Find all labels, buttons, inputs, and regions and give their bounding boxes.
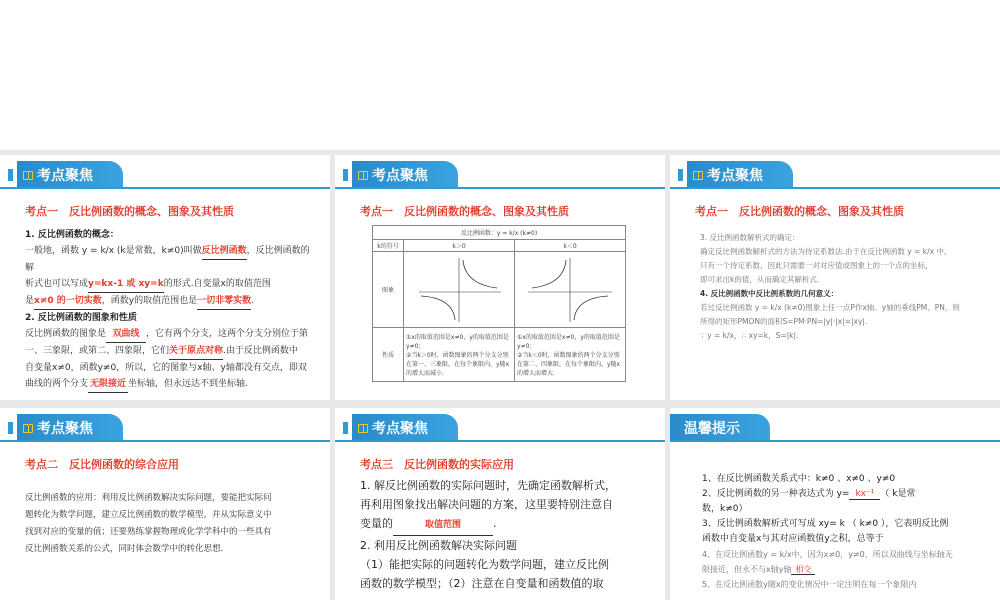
text: ①x的取值范围是x≠0，y的取值范围是y≠0；	[517, 334, 620, 350]
slide-header	[335, 414, 458, 442]
table-header: k的符号	[373, 240, 404, 252]
text: ①x的取值范围是x≠0，y的取值范围是y≠0；	[406, 334, 509, 350]
text: 反比例函数的应用：利用反比例函数解决实际问题，要能把实际问	[25, 493, 272, 503]
slide-body	[25, 490, 315, 558]
slide-thumbnail-3[interactable]	[670, 155, 1000, 400]
text: 一般地，函数 y = k/x (k是常数，k≠0)叫做	[25, 246, 202, 256]
header-tab	[670, 414, 770, 442]
heading-4: 4. 反比例函数中反比例系数的几何意义：	[700, 289, 839, 298]
header-title: 考点聚焦	[707, 168, 763, 184]
table-title: 反比例函数：y = k/x (k≠0)	[373, 226, 626, 240]
book-icon	[23, 171, 33, 180]
text: 自变量x≠0，函数y≠0，所以，它的图象与x轴、y轴都没有交点，即双	[25, 363, 307, 373]
slide-header	[0, 414, 123, 442]
answer-blank: 相交	[791, 565, 815, 575]
header-title: 温馨提示	[684, 421, 740, 437]
text: 再利用图象找出解决问题的方案，这里要特别注意自	[360, 498, 613, 511]
heading-2: 2. 反比例函数的图象和性质	[25, 313, 137, 323]
slide-body	[360, 476, 655, 593]
book-icon	[23, 424, 33, 433]
header-tab	[352, 414, 458, 442]
header-tab	[687, 161, 793, 189]
header-underline	[0, 440, 330, 442]
text: 2. 利用反比例函数解决实际问题	[360, 539, 517, 552]
text: 坐标轴，但永远达不到坐标轴.	[128, 379, 248, 389]
text: 题转化为数学问题，建立反比例函数的数学模型，并从实际意义中	[25, 510, 272, 520]
properties-table	[372, 225, 626, 382]
table-header: k＞0	[404, 240, 515, 252]
graph-cell-k-negative	[515, 252, 626, 328]
slide-thumbnail-1[interactable]	[0, 155, 330, 400]
hyperbola-k-negative-graph	[520, 254, 620, 324]
text: 确定反比例函数解析式的方法为待定系数法.由于在反比例函数 y = k/x 中,	[700, 247, 947, 256]
row-label: 性质	[373, 328, 404, 382]
answer-blank: 关于原点对称	[169, 343, 223, 360]
text: 变量的	[360, 517, 393, 530]
slide-header	[670, 161, 793, 189]
kp-title: 考点一 反比例函数的概念、图象及其性质	[360, 205, 569, 218]
header-tab	[352, 161, 458, 189]
book-icon	[358, 424, 368, 433]
text: 数，k≠0）	[702, 504, 748, 514]
text: 若过反比例函数 y = k/x (k≠0)图象上任一点P作x轴、y轴的垂线PM、PN，则	[700, 303, 960, 312]
answer-blank: x≠0 的一切实数	[34, 293, 102, 310]
answer-blank: y=kx-1 或 xy=k	[88, 276, 164, 293]
text: 曲线的两个分支	[25, 379, 89, 389]
text: 限接近，但永不与x轴y轴	[702, 565, 792, 574]
header-underline	[670, 187, 1000, 189]
answer-blank: 双曲线	[106, 326, 146, 343]
text: 是	[25, 296, 35, 306]
book-icon	[358, 171, 368, 180]
text: 反比例函数的图象是	[25, 329, 107, 339]
text: 所得的矩形PMON的面积S=PM·PN=|y|·|x|=|xy|.	[700, 317, 868, 326]
header-accent-bar	[8, 422, 13, 434]
kp-title: 考点一 反比例函数的概念、图象及其性质	[695, 205, 904, 218]
kp-title: 考点二 反比例函数的综合应用	[25, 458, 179, 471]
text: ②当k＞0时，函数图象的两个分支分别在第一、三象限，在每个象限内，y随x的增大而减小.	[406, 352, 510, 377]
text: 只有一个待定系数，因此只需要一对对应值或图象上的一个点的坐标，	[700, 261, 933, 270]
text: ，它有两个分支，这两个分支分别位于第	[146, 329, 309, 339]
slide-thumbnail-5[interactable]	[335, 408, 665, 600]
text: ∵ y = k/x，∴ xy=k，S=|k|.	[700, 331, 799, 340]
text: 的形式.自变量x的取值范围	[163, 279, 271, 289]
graph-cell-k-positive	[404, 252, 515, 328]
header-tab	[17, 161, 123, 189]
text: 反比例函数关系的公式，同时体会数学中的转化思想.	[25, 544, 224, 554]
tip-4: 4、在反比例函数y = k/x中，因为x≠0，y≠0，所以双曲线与坐标轴无	[702, 550, 953, 559]
header-accent-bar	[678, 169, 683, 181]
header-accent-bar	[343, 169, 348, 181]
slide-header	[335, 161, 458, 189]
row-label: 图象	[373, 252, 404, 328]
text: .	[493, 517, 497, 530]
kp-title: 考点一 反比例函数的概念、图象及其性质	[25, 205, 234, 218]
text: ②当k＜0时，函数图象的两个分支分别在第二、四象限，在每个象限内，y随x的增大而增大.	[517, 352, 621, 377]
properties-cell	[404, 328, 515, 382]
slide-body	[700, 231, 990, 343]
text: （1）能把实际的问题转化为数学问题，建立反比例	[360, 558, 609, 571]
table-header: k＜0	[515, 240, 626, 252]
slide-header	[0, 161, 123, 189]
properties-cell	[515, 328, 626, 382]
answer-blank: 取值范围	[393, 516, 493, 536]
text: 1. 解反比例函数的实际问题时，先确定函数解析式，	[360, 479, 616, 492]
text: 析式也可以写成	[25, 279, 89, 289]
text: ，函数y的取值范围也是	[101, 296, 198, 306]
header-accent-bar	[8, 169, 13, 181]
top-blank-area	[0, 0, 1000, 150]
header-title: 考点聚焦	[372, 168, 428, 184]
text: 找到对应的变量的值；还要熟练掌握物理或化学学科中的一些具有	[25, 527, 272, 537]
header-title: 考点聚焦	[37, 421, 93, 437]
text: 函数中自变量x与其对应函数值y之积，总等于	[702, 534, 884, 544]
slide-thumbnail-6[interactable]	[670, 408, 1000, 600]
slide-thumbnail-4[interactable]	[0, 408, 330, 600]
text: ，反比例函数的解	[25, 246, 310, 273]
tip-3: 3、反比例函数解析式可写成 xy= k （ k≠0 ），它表明反比例	[702, 519, 949, 529]
text: （ k是常	[880, 489, 916, 499]
text: 函数的数学模型；（2）注意在自变量和函数值的取	[360, 577, 604, 590]
slide-body	[25, 227, 315, 393]
header-title: 考点聚焦	[372, 421, 428, 437]
header-accent-bar	[343, 422, 348, 434]
header-underline	[335, 187, 665, 189]
text: .由于反比例函数中	[223, 346, 298, 356]
text: .	[251, 296, 254, 306]
tip-1: 1、在反比例函数关系式中：k≠0 、x≠0 、y≠0	[702, 474, 896, 484]
header-title: 考点聚焦	[37, 168, 93, 184]
answer-blank: kx⁻¹	[849, 489, 880, 500]
text: 一、三象限，或第二、四象限，它们	[25, 346, 170, 356]
answer-blank: 无限接近	[88, 376, 128, 393]
heading-3: 3. 反比例函数解析式的确定：	[700, 233, 800, 242]
tip-5: 5、在反比例函数y随x的变化情况中一定注明在每一个象限内	[702, 580, 917, 589]
header-underline	[0, 187, 330, 189]
book-icon	[693, 171, 703, 180]
answer-blank: 一切非零实数	[197, 293, 251, 310]
header-underline	[670, 440, 1000, 442]
header-underline	[335, 440, 665, 442]
heading-1: 1. 反比例函数的概念：	[25, 230, 119, 240]
answer-blank: 反比例函数	[202, 243, 247, 260]
slide-body	[702, 472, 992, 592]
slide-thumbnail-2[interactable]	[335, 155, 665, 400]
hyperbola-k-positive-graph	[409, 254, 509, 324]
kp-title: 考点三 反比例函数的实际应用	[360, 458, 514, 471]
header-tab	[17, 414, 123, 442]
text: 2、反比例函数的另一种表达式为 y=	[702, 489, 850, 499]
text: 即可求出k的值，从而确定其解析式.	[700, 275, 820, 284]
slide-header	[670, 414, 770, 442]
